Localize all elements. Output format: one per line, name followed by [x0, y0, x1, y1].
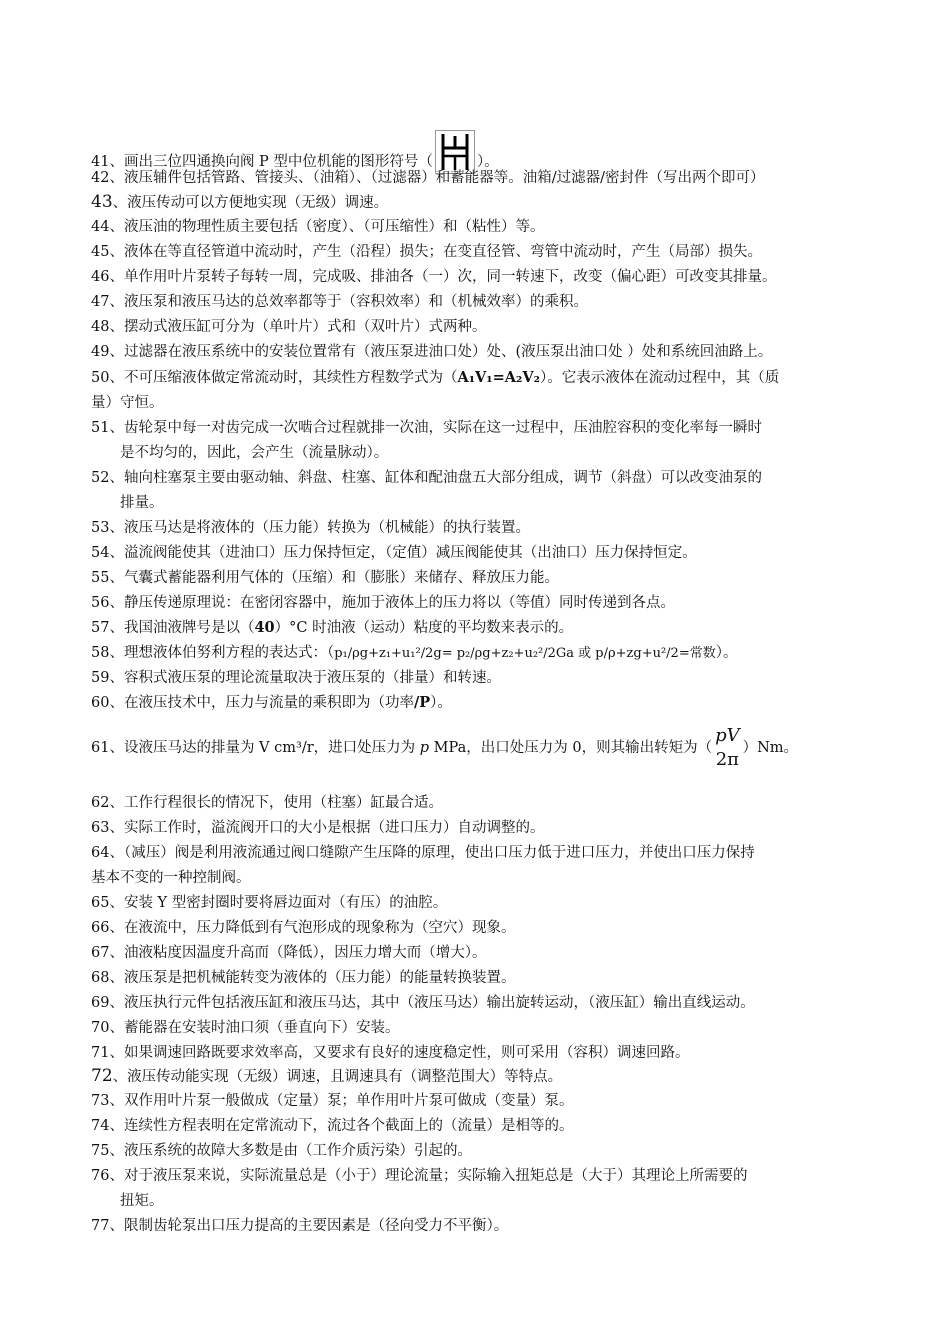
question-44: 44、液压油的物理性质主要包括（密度）、（可压缩性）和（粘性）等。 [91, 219, 545, 235]
q57-text-end: ）°C 时油液（运动）粘度的平均数来表示的。 [274, 620, 574, 636]
question-54: 54、溢流阀能使其（进油口）压力保持恒定，（定值）减压阀能使其（出油口）压力保持恒定。 [91, 545, 697, 561]
q58-text-end: ）。 [715, 645, 738, 661]
fraction-denominator: 2π [715, 749, 739, 770]
q60-text-end: ）。 [430, 695, 452, 711]
question-69: 69、液压执行元件包括液压缸和液压马达，其中（液压马达）输出旋转运动，（液压缸）输出直线运动。 [91, 995, 755, 1011]
torque-fraction [715, 724, 740, 772]
question-50-cont: 量）守恒。 [91, 395, 164, 411]
question-76: 76、对于液压泵来说，实际流量总是（小于）理论流量；实际输入扭矩总是（大于）其理论上所需要的 [91, 1168, 748, 1184]
question-64-cont: 基本不变的一种控制阀。 [91, 870, 251, 886]
question-61 [91, 724, 871, 772]
question-60 [91, 691, 871, 715]
q60-symbol: /P [413, 694, 431, 711]
q57-temp: 40 [254, 619, 275, 636]
question-76-cont: 扭矩。 [120, 1193, 164, 1209]
question-66: 66、在液流中，压力降低到有气泡形成的现象称为（空穴）现象。 [91, 920, 516, 936]
question-58 [91, 641, 871, 666]
q57-text: 57、我国油液牌号是以（ [91, 620, 255, 636]
q72-text: 、液压传动能实现（无级）调速，且调速具有（调整范围大）等特点。 [112, 1069, 563, 1085]
question-70: 70、蓄能器在安装时油口须（垂直向下）安装。 [91, 1020, 400, 1036]
q43-text: 、液压传动可以方便地实现（无级）调速。 [112, 195, 389, 211]
question-68: 68、液压泵是把机械能转变为液体的（压力能）的能量转换装置。 [91, 970, 516, 986]
bernoulli-equation: p₁/ρg+z₁+u₁²/2g= p₂/ρg+z₂+u₂²/2Ga 或 p/ρ+zg+u²/2=常数 [334, 646, 716, 661]
question-65: 65、安装 Y 型密封圈时要将唇边面对（有压）的油腔。 [91, 895, 448, 911]
q61-pressure-var: p [419, 740, 430, 756]
question-56: 56、静压传递原理说：在密闭容器中，施加于液体上的压力将以（等值）同时传递到各点。 [91, 595, 675, 611]
question-53: 53、液压马达是将液体的（压力能）转换为（机械能）的执行装置。 [91, 520, 530, 536]
q50-text: 50、不可压缩液体做定常流动时，其续性方程数学式为（ [91, 370, 458, 386]
question-73: 73、双作用叶片泵一般做成（定量）泵；单作用叶片泵可做成（变量）泵。 [91, 1093, 574, 1109]
question-47: 47、液压泵和液压马达的总效率都等于（容积效率）和（机械效率）的乘积。 [91, 294, 588, 310]
question-49: 49、过滤器在液压系统中的安装位置常有（液压泵进油口处）处、(液压泵出油口处 ）处和系统回油路上。 [91, 344, 773, 360]
q60-text: 60、在液压技术中，压力与流量的乘积即为（功率 [91, 695, 414, 711]
question-51-cont: 是不均匀的，因此，会产生（流量脉动）。 [120, 445, 389, 461]
question-67: 67、油液粘度因温度升高而（降低），因压力增大而（增大）。 [91, 945, 487, 961]
question-62: 62、工作行程很长的情况下，使用（柱塞）缸最合适。 [91, 795, 443, 811]
question-64: 64、（减压）阀是利用液流通过阀口缝隙产生压降的原理，使出口压力低于进口压力，并使出口压力保持 [91, 845, 755, 861]
question-52: 52、轴向柱塞泵主要由驱动轴、斜盘、柱塞、缸体和配油盘五大部分组成，调节（斜盘）可以改变油泵的 [91, 470, 762, 486]
q41-text: 41、画出三位四通换向阀 P 型中位机能的图形符号（ [91, 154, 433, 170]
question-57 [91, 616, 871, 640]
question-50 [91, 366, 871, 390]
question-63: 63、实际工作时，溢流阀开口的大小是根据（进口压力）自动调整的。 [91, 820, 545, 836]
question-42: 42、液压辅件包括管路、管接头、（油箱）、（过滤器）和蓄能器等。油箱/过滤器/密封件（写出两个即可） [91, 170, 765, 186]
question-77: 77、限制齿轮泵出口压力提高的主要因素是（径向受力不平衡）。 [91, 1218, 509, 1234]
question-72 [91, 1064, 871, 1089]
question-52-cont: 排量。 [120, 495, 164, 511]
q61-text-mid: MPa，出口处压力为 0，则其输出转矩为（ [433, 740, 713, 756]
continuity-equation: A₁V₁=A₂V₂ [457, 369, 541, 386]
q61-text-end: ）Nm。 [742, 740, 799, 756]
question-48: 48、摆动式液压缸可分为（单叶片）式和（双叶片）式两种。 [91, 319, 487, 335]
q61-text: 61、设液压马达的排量为 V cm³/r，进口处压力为 [91, 740, 416, 756]
q43-number: 43 [91, 192, 113, 212]
question-55: 55、气囊式蓄能器利用气体的（压缩）和（膨胀）来储存、释放压力能。 [91, 570, 559, 586]
question-46: 46、单作用叶片泵转子每转一周，完成吸、排油各（一）次，同一转速下，改变（偏心距）可改变其排量。 [91, 269, 777, 285]
question-71: 71、如果调速回路既要求效率高，又要求有良好的速度稳定性，则可采用（容积）调速回路。 [91, 1045, 690, 1061]
q50-text-end: ）。它表示液体在流动过程中，其（质 [540, 370, 780, 386]
fraction-numerator: pV [715, 725, 740, 746]
question-59: 59、容积式液压泵的理论流量取决于液压泵的（排量）和转速。 [91, 670, 501, 686]
q72-number: 72 [91, 1066, 113, 1086]
q41-text-end: ）。 [476, 154, 499, 170]
question-75: 75、液压系统的故障大多数是由（工作介质污染）引起的。 [91, 1143, 472, 1159]
question-51: 51、齿轮泵中每一对齿完成一次啮合过程就排一次油，实际在这一过程中，压油腔容积的变化率每一瞬时 [91, 420, 762, 436]
question-43 [91, 190, 871, 215]
q58-text: 58、理想液体伯努利方程的表达式：（ [91, 645, 335, 661]
question-74: 74、连续性方程表明在定常流动下，流过各个截面上的（流量）是相等的。 [91, 1118, 574, 1134]
question-45: 45、液体在等直径管道中流动时，产生（沿程）损失；在变直径管、弯管中流动时，产生（局部）损失。 [91, 244, 762, 260]
